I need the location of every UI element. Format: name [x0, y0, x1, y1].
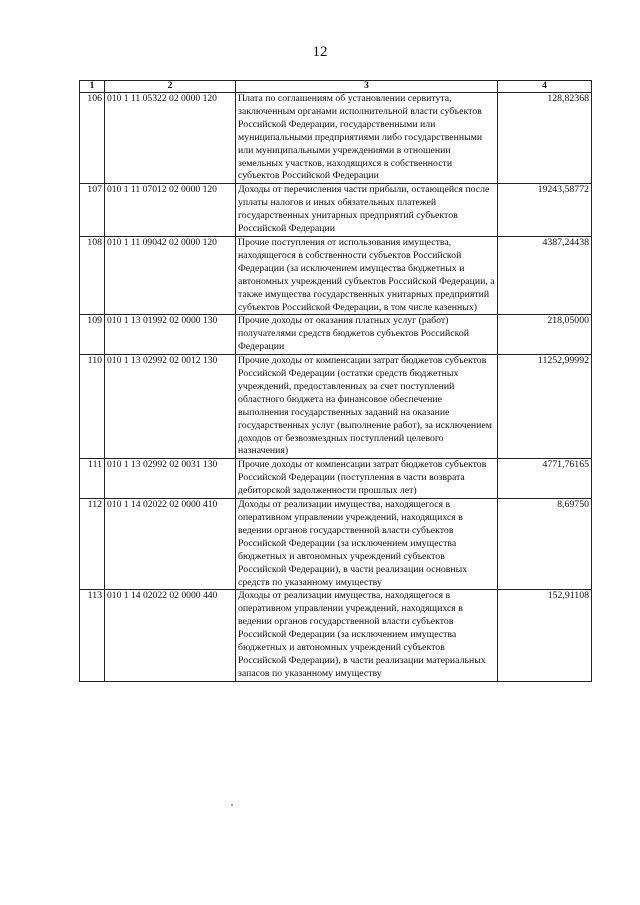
row-number: 107: [80, 184, 105, 237]
row-amount: 11252,99992: [498, 355, 592, 459]
row-description: Прочие доходы от оказания платных услуг (работ) получателями средств бюджетов субъектов Российской Федерации: [236, 315, 498, 355]
row-description: Прочие доходы от компенсации затрат бюджетов субъектов Российской Федерации (поступления в части возврата дебиторской задолженности прошлых лет): [236, 459, 498, 499]
table-row: [80, 315, 592, 355]
row-number: 113: [80, 590, 105, 681]
row-description: Прочие доходы от компенсации затрат бюджетов субъектов Российской Федерации (остатки средств бюджетных учреждений, предоставленных за счет поступлений областного бюджета на финансовое обеспечение выполнения государственных заданий на оказание государственных услуг (выполнение работ), за исключением доходов от безвозмездных поступлений целевого назначения): [236, 355, 498, 459]
row-amount: 128,82368: [498, 93, 592, 184]
page-number: 12: [312, 44, 328, 60]
row-number: 109: [80, 315, 105, 355]
budget-code: 010 1 11 07012 02 0000 120: [105, 184, 236, 237]
row-number: 108: [80, 236, 105, 314]
row-amount: 4771,76165: [498, 459, 592, 499]
row-amount: 4387,24438: [498, 236, 592, 314]
table-row: [80, 499, 592, 590]
budget-code: 010 1 13 02992 02 0012 130: [105, 355, 236, 459]
column-header-3: 3: [236, 81, 498, 93]
budget-code: 010 1 14 02022 02 0000 440: [105, 590, 236, 681]
row-amount: 19243,58772: [498, 184, 592, 237]
budget-code: 010 1 11 05322 02 0000 120: [105, 93, 236, 184]
scan-speck: [231, 804, 233, 806]
table-row: [80, 236, 592, 314]
table-row: [80, 93, 592, 184]
row-description: Плата по соглашениям об установлении сервитута, заключенным органами исполнительной власти субъектов Российской Федерации, государственными или муниципальными предприятиями либо государственными или муниципальными учреждениями в отношении земельных участков, находящихся в собственности субъектов Российской Федерации: [236, 93, 498, 184]
budget-code: 010 1 14 02022 02 0000 410: [105, 499, 236, 590]
table-row: [80, 459, 592, 499]
table-header-row: [80, 81, 592, 93]
row-amount: 218,05000: [498, 315, 592, 355]
row-description: Доходы от перечисления части прибыли, остающейся после уплаты налогов и иных обязательных платежей государственных унитарных предприятий субъектов Российской Федерации: [236, 184, 498, 237]
row-number: 111: [80, 459, 105, 499]
table-row: [80, 590, 592, 681]
budget-code: 010 1 11 09042 02 0000 120: [105, 236, 236, 314]
row-number: 110: [80, 355, 105, 459]
row-description: Доходы от реализации имущества, находящегося в оперативном управлении учреждений, находящихся в ведении органов государственной власти субъектов Российской Федерации (за исключением имущества бюджетных и автономных учреждений субъектов Российской Федерации), в части реализации материальных запасов по указанному имуществу: [236, 590, 498, 681]
budget-code: 010 1 13 02992 02 0031 130: [105, 459, 236, 499]
column-header-4: 4: [498, 81, 592, 93]
row-amount: 152,91108: [498, 590, 592, 681]
row-number: 112: [80, 499, 105, 590]
row-number: 106: [80, 93, 105, 184]
table-row: [80, 184, 592, 237]
revenue-table: [79, 80, 592, 682]
budget-code: 010 1 13 01992 02 0000 130: [105, 315, 236, 355]
row-description: Доходы от реализации имущества, находящегося в оперативном управлении учреждений, находящихся в ведении органов государственной власти субъектов Российской Федерации (за исключением имущества бюджетных и автономных учреждений субъектов Российской Федерации), в части реализации основных средств по указанному имуществу: [236, 499, 498, 590]
column-header-1: 1: [80, 81, 105, 93]
row-description: Прочие поступления от использования имущества, находящегося в собственности субъектов Российской Федерации (за исключением имущества бюджетных и автономных учреждений субъектов Российской Федерации, а также имущества государственных унитарных предприятий субъектов Российской Федерации, в том числе казенных): [236, 236, 498, 314]
row-amount: 8,69750: [498, 499, 592, 590]
table-row: [80, 355, 592, 459]
column-header-2: 2: [105, 81, 236, 93]
